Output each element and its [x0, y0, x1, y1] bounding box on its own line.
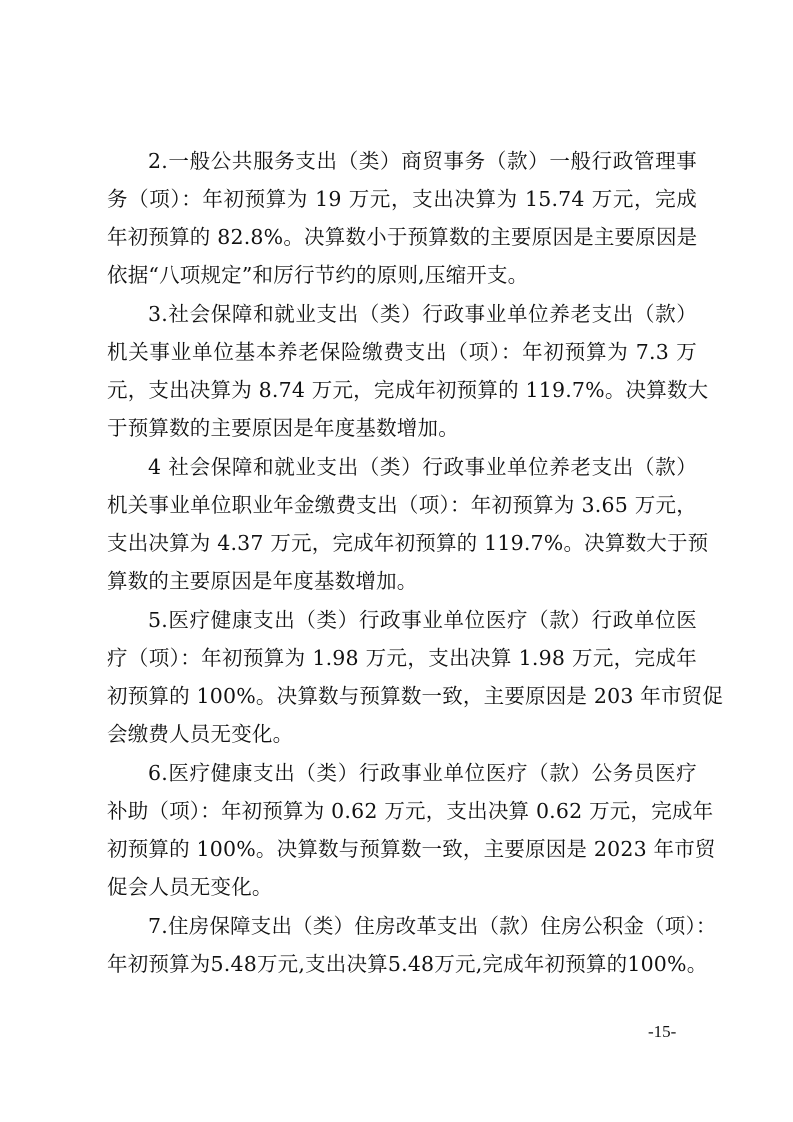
paragraph-3-line-1: 3.社会保障和就业支出（类）行政事业单位养老支出（款） — [148, 302, 697, 326]
paragraph-7-line-2: 年初预算为5.48万元,支出决算5.48万元,完成年初预算的100%。 — [107, 952, 708, 976]
paragraph-4-line-1: 4 社会保障和就业支出（类）行政事业单位养老支出（款） — [148, 455, 697, 479]
paragraph-7-line-1: 7.住房保障支出（类）住房改革支出（款）住房公积金（项）： — [148, 914, 717, 938]
paragraph-4-line-2: 机关事业单位职业年金缴费支出（项）：年初预算为 3.65 万元， — [107, 493, 697, 517]
paragraph-5-line-2: 疗（项）：年初预算为 1.98 万元，支出决算 1.98 万元，完成年 — [107, 646, 697, 670]
paragraph-5-line-1: 5.医疗健康支出（类）行政事业单位医疗（款）行政单位医 — [148, 608, 697, 632]
paragraph-2-line-4: 依据“八项规定”和厉行节约的原则,压缩开支。 — [107, 263, 529, 287]
paragraph-2-line-2: 务（项）：年初预算为 19 万元，支出决算为 15.74 万元，完成 — [107, 187, 697, 211]
paragraph-3-line-3: 元，支出决算为 8.74 万元，完成年初预算的 119.7%。决算数大 — [107, 378, 709, 402]
paragraph-2-line-1: 2.一般公共服务支出（类）商贸事务（款）一般行政管理事 — [148, 149, 697, 173]
paragraph-5-line-3: 初预算的 100%。决算数与预算数一致，主要原因是 203 年市贸促 — [107, 684, 724, 708]
paragraph-6-line-4: 促会人员无变化。 — [107, 875, 273, 899]
page-number: -15- — [648, 1022, 677, 1041]
paragraph-2-line-3: 年初预算的 82.8%。决算数小于预算数的主要原因是主要原因是 — [107, 225, 698, 249]
paragraph-4-line-4: 算数的主要原因是年度基数增加。 — [107, 569, 418, 593]
paragraph-5-line-4: 会缴费人员无变化。 — [107, 722, 294, 746]
paragraph-6-line-2: 补助（项）：年初预算为 0.62 万元，支出决算 0.62 万元，完成年 — [107, 799, 714, 823]
paragraph-4-line-3: 支出决算为 4.37 万元，完成年初预算的 119.7%。决算数大于预 — [107, 531, 709, 555]
paragraph-6-line-3: 初预算的 100%。决算数与预算数一致，主要原因是 2023 年市贸 — [107, 837, 716, 861]
paragraph-6-line-1: 6.医疗健康支出（类）行政事业单位医疗（款）公务员医疗 — [148, 761, 697, 785]
paragraph-3-line-4: 于预算数的主要原因是年度基数增加。 — [107, 416, 459, 440]
paragraph-3-line-2: 机关事业单位基本养老保险缴费支出（项）：年初预算为 7.3 万 — [107, 340, 697, 364]
